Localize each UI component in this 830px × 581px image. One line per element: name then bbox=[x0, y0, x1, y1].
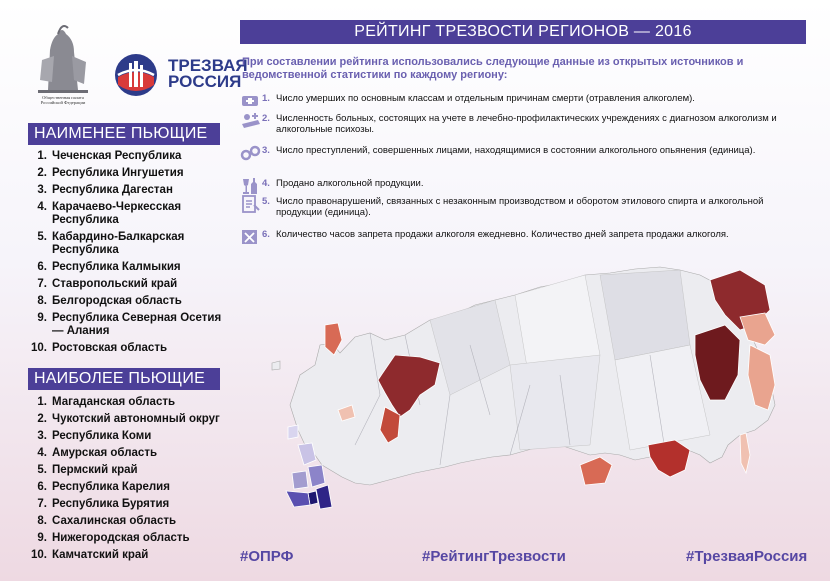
rank-number: 1. bbox=[37, 150, 47, 162]
least-drinking-header: НАИМЕНЕЕ ПЬЮЩИЕ bbox=[28, 123, 220, 145]
region-kaliningrad bbox=[272, 361, 280, 370]
region-name: Республика Ингушетия bbox=[52, 167, 184, 179]
region-name: Республика Коми bbox=[52, 430, 152, 442]
svg-text:Общественная палата: Общественная палата bbox=[42, 95, 84, 100]
hashtag-rating: #РейтингТрезвости bbox=[422, 548, 566, 565]
region-name: Пермский край bbox=[52, 464, 138, 476]
list-item bbox=[30, 549, 230, 562]
list-item bbox=[30, 498, 230, 511]
criterion-1 bbox=[240, 92, 800, 110]
region-name: Сахалинская область bbox=[52, 515, 177, 527]
most-drinking-header: НАИБОЛЕЕ ПЬЮЩИЕ bbox=[28, 368, 220, 390]
map-facet bbox=[600, 270, 690, 360]
region-name: Кабардино-Балкарская Республика bbox=[52, 231, 185, 256]
criterion-text: Число правонарушений, связанных с незаконным производством и оборотом этилового спирта и алкогольной продукции (единица). bbox=[276, 196, 764, 218]
criterion-4 bbox=[240, 177, 800, 195]
map-svg bbox=[270, 245, 815, 535]
rank-number: 8. bbox=[37, 295, 47, 307]
rank-number: 7. bbox=[37, 498, 47, 510]
rank-number: 5. bbox=[37, 464, 47, 476]
sober-russia-wordmark bbox=[168, 58, 248, 90]
hospital-bed-icon bbox=[240, 112, 262, 130]
rank-number: 8. bbox=[37, 515, 47, 527]
calendar-ban-icon bbox=[240, 228, 262, 246]
criterion-text: Численность больных, состоящих на учете в лечебно-профилактических учреждениях с диагнозом алкоголизм и алкогольные психозы. bbox=[276, 113, 777, 135]
criterion-number: 2. bbox=[262, 113, 270, 124]
rank-number: 7. bbox=[37, 278, 47, 290]
rank-number: 10. bbox=[31, 342, 47, 354]
list-item bbox=[30, 430, 230, 443]
region-name: Республика Дагестан bbox=[52, 184, 173, 196]
rank-number: 9. bbox=[37, 312, 47, 324]
list-item bbox=[30, 312, 230, 338]
criterion-2 bbox=[240, 112, 800, 135]
region-name: Республика Бурятия bbox=[52, 498, 170, 510]
most-drinking-list bbox=[30, 396, 230, 562]
region-stavropol bbox=[292, 471, 308, 489]
criterion-number: 1. bbox=[262, 93, 270, 104]
region-name: Магаданская область bbox=[52, 396, 176, 408]
list-item bbox=[30, 167, 230, 180]
rank-number: 6. bbox=[37, 261, 47, 273]
rank-number: 3. bbox=[37, 430, 47, 442]
rank-number: 1. bbox=[37, 396, 47, 408]
list-item bbox=[30, 532, 230, 545]
left-column bbox=[0, 0, 248, 581]
region-name: Нижегородская область bbox=[52, 532, 190, 544]
region-amur bbox=[648, 440, 690, 477]
region-name: Камчатский край bbox=[52, 549, 149, 561]
list-item bbox=[30, 150, 230, 163]
list-item bbox=[30, 184, 230, 197]
wordmark-line2: РОССИЯ bbox=[168, 72, 242, 91]
region-name: Ставропольский край bbox=[52, 278, 178, 290]
criterion-text: Число умерших по основным классам и отдельным причинам смерти (отравления алкоголем). bbox=[276, 93, 695, 104]
region-name: Республика Калмыкия bbox=[52, 261, 181, 273]
list-item bbox=[30, 464, 230, 477]
list-item bbox=[30, 396, 230, 409]
list-item bbox=[30, 278, 230, 291]
region-name: Республика Карелия bbox=[52, 481, 170, 493]
rank-number: 2. bbox=[37, 413, 47, 425]
list-item bbox=[30, 413, 230, 426]
criterion-text: Количество часов запрета продажи алкоголя ежедневно. Количество дней запрета продажи алкоголя. bbox=[276, 229, 729, 240]
region-name: Республика Северная Осетия — Алания bbox=[52, 312, 222, 337]
criterion-3 bbox=[240, 144, 800, 162]
rank-number: 6. bbox=[37, 481, 47, 493]
rank-number: 3. bbox=[37, 184, 47, 196]
list-item bbox=[30, 515, 230, 528]
criterion-number: 6. bbox=[262, 229, 270, 240]
criterion-text: Продано алкогольной продукции. bbox=[276, 178, 424, 189]
criterion-number: 3. bbox=[262, 145, 270, 156]
region-dagestan bbox=[316, 485, 332, 509]
russia-regions-map bbox=[270, 245, 815, 535]
criterion-number: 4. bbox=[262, 178, 270, 189]
wine-bottle-icon bbox=[240, 177, 262, 195]
criterion-5 bbox=[240, 195, 800, 218]
svg-text:Российской Федерации: Российской Федерации bbox=[40, 100, 86, 105]
list-item bbox=[30, 231, 230, 257]
region-kalmykia bbox=[308, 465, 325, 487]
map-facet bbox=[510, 355, 600, 450]
region-caucasus bbox=[286, 491, 310, 507]
region-name: Карачаево-Черкесская Республика bbox=[52, 201, 182, 226]
rank-number: 9. bbox=[37, 532, 47, 544]
criterion-6 bbox=[240, 228, 800, 246]
rank-number: 4. bbox=[37, 201, 47, 213]
rank-number: 5. bbox=[37, 231, 47, 243]
criterion-text: Число преступлений, совершенных лицами, находящимися в состоянии алкогольного опьянения (единица). bbox=[276, 145, 756, 156]
document-icon bbox=[240, 195, 262, 213]
wordmark-line1: ТРЕЗВАЯ bbox=[168, 56, 248, 75]
coffin-icon bbox=[240, 92, 262, 110]
public-chamber-emblem-icon bbox=[28, 20, 98, 106]
region-buryatia bbox=[580, 457, 612, 485]
list-item bbox=[30, 261, 230, 274]
list-item bbox=[30, 342, 230, 355]
hashtag-sober-russia: #ТрезваяРоссия bbox=[686, 548, 808, 565]
rank-number: 2. bbox=[37, 167, 47, 179]
page-title: РЕЙТИНГ ТРЕЗВОСТИ РЕГИОНОВ — 2016 bbox=[240, 20, 806, 44]
intro-text: При составлении рейтинга использовались следующие данные из открытых источников и ведомственной статистики по каждому региону: bbox=[242, 56, 744, 81]
list-item bbox=[30, 201, 230, 227]
list-item bbox=[30, 481, 230, 494]
region-name: Белгородская область bbox=[52, 295, 182, 307]
rank-number: 10. bbox=[31, 549, 47, 561]
region-belgorod bbox=[288, 425, 298, 439]
region-name: Ростовская область bbox=[52, 342, 168, 354]
least-drinking-list bbox=[30, 150, 230, 355]
rank-number: 4. bbox=[37, 447, 47, 459]
sober-russia-logo-icon bbox=[114, 53, 158, 97]
region-name: Амурская область bbox=[52, 447, 158, 459]
region-name: Чеченская Республика bbox=[52, 150, 182, 162]
handcuffs-icon bbox=[240, 144, 262, 162]
list-item bbox=[30, 295, 230, 308]
region-sakhalin bbox=[740, 433, 750, 473]
region-name: Чукотский автономный округ bbox=[52, 413, 220, 425]
hashtag-oprf: #ОПРФ bbox=[240, 548, 294, 565]
list-item bbox=[30, 447, 230, 460]
criterion-number: 5. bbox=[262, 196, 270, 207]
logos bbox=[22, 20, 248, 108]
